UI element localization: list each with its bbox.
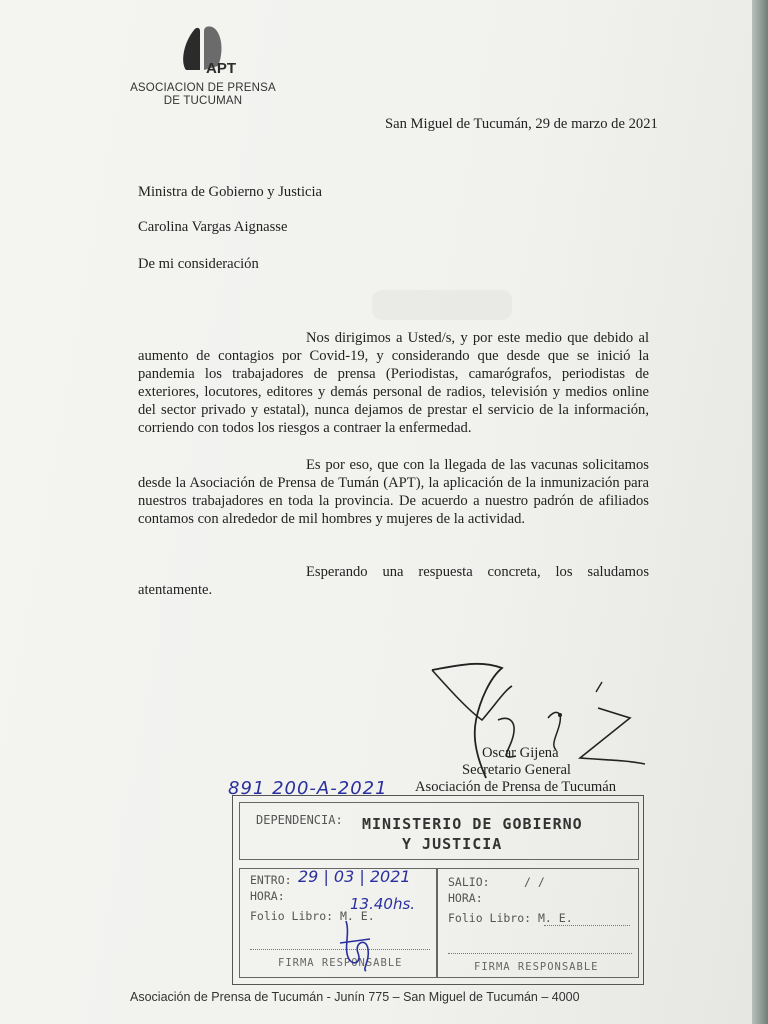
hora-label-left: HORA: [250, 889, 285, 903]
body-paragraph-2: Es por eso, que con la llegada de las vacunas solicitamos desde la Asociación de Prensa de Tumán (APT), la aplicación de la inmunización para nuestros trabajadores en toda la provincia. De acuerdo a nuestro padrón de afiliados contamos con alrededor de mil hombres y mujeres de la actividad. [138, 457, 649, 527]
stamp-exit-box [437, 868, 639, 978]
signer-role: Secretario General [462, 762, 571, 778]
reception-stamp [232, 795, 644, 985]
entro-date-handwritten: 29 | 03 | 2021 [298, 867, 411, 886]
salio-value: / / [524, 875, 545, 889]
body-paragraph-3: Esperando una respuesta concreta, los saludamos atentamente. [138, 564, 649, 598]
dependencia-value-line1: MINISTERIO DE GOBIERNO [362, 815, 583, 833]
dependencia-value-line2: Y JUSTICIA [402, 835, 503, 853]
org-line-1: ASOCIACION DE PRENSA [130, 82, 276, 94]
signer-organization: Asociación de Prensa de Tucumán [415, 779, 617, 795]
body-paragraph-1: Nos dirigimos a Usted/s, y por este medio que debido al aumento de contagios por Covid-19, y considerando que desde que se inició la pandemia los trabajadores de prensa (Periodistas, camarógrafos, periodistas de exteriores, locutores, editores y demás personal de radios, televisión y medios online del sector privado y estatal), nunca dejamos de prestar el servicio de la información, corriendo con todos los riesgos a contraer la enfermedad. [138, 330, 649, 436]
folio-label-right: Folio Libro: M. E. [448, 911, 573, 925]
footer-address: Asociación de Prensa de Tucumán - Junín 775 – San Miguel de Tucumán – 4000 [130, 990, 580, 1004]
dependencia-label: DEPENDENCIA: [256, 813, 343, 827]
background-edge [752, 0, 768, 1024]
addressee-title: Ministra de Gobierno y Justicia [138, 184, 323, 200]
firma-responsable-right: FIRMA RESPONSABLE [474, 961, 599, 973]
signature-line-right [448, 953, 632, 954]
org-line-2: DE TUCUMAN [163, 95, 243, 107]
salio-label: SALIO: [448, 875, 490, 889]
hora-handwritten: 13.40hs. [350, 895, 416, 913]
folio-dots-right [544, 925, 630, 926]
date-line: San Miguel de Tucumán, 29 de marzo de 2021 [385, 116, 658, 132]
paper-smudge [372, 290, 512, 320]
folio-label-left: Folio Libro: M. E. [250, 909, 375, 923]
handwritten-file-number: 891 200-A-2021 [228, 778, 388, 799]
stamp-entry-box [239, 868, 437, 978]
signer-name: Oscar Gijena [482, 745, 559, 761]
firma-responsable-left: FIRMA RESPONSABLE [278, 957, 403, 969]
salutation: De mi consideración [138, 256, 259, 272]
hora-label-right: HORA: [448, 891, 483, 905]
logo-text: APT [206, 60, 236, 77]
entro-label: ENTRO: [250, 873, 292, 887]
stamp-initials-scribble [336, 913, 376, 973]
organization-name [128, 82, 278, 108]
addressee-name: Carolina Vargas Aignasse [138, 219, 288, 235]
stamp-dependencia-box [239, 802, 639, 860]
